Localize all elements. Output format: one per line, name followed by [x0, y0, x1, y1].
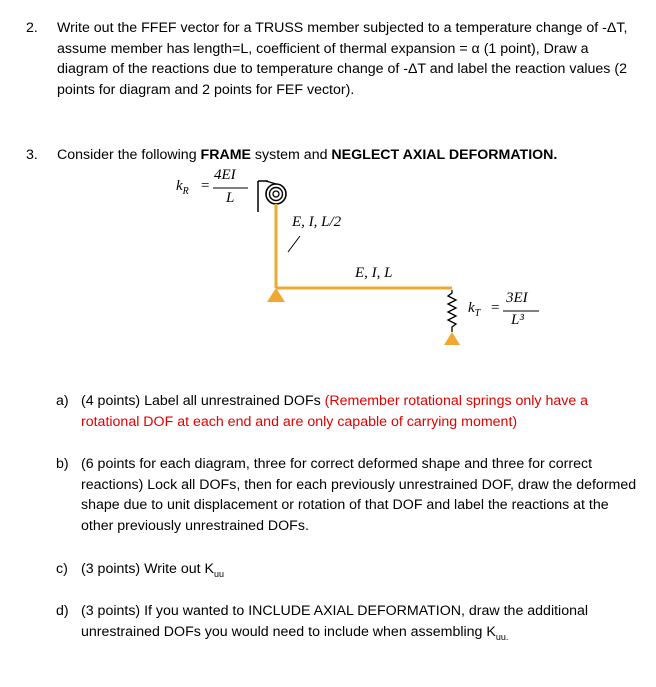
part-d-line-2: unrestrained DOFs you would need to include when assembling $K_{uu.}$ — [81, 623, 509, 642]
part-c-text: (3 points) Write out $K_{uu}$ — [81, 561, 225, 579]
part-c-letter: c) — [56, 561, 68, 577]
part-a-letter: a) — [56, 393, 69, 409]
kr-symbol: $k_R$ — [176, 178, 189, 197]
pin-support-right-icon — [444, 332, 460, 345]
rotational-spring-icon — [266, 181, 286, 204]
translational-spring-icon — [448, 290, 456, 332]
column-label-pointer — [288, 236, 300, 252]
column-label: E, I, L/2 — [292, 214, 342, 230]
part-b-line-3: shape due to unit displacement or rotation of that DOF and label the reactions at the — [81, 497, 609, 513]
kt-numerator: 3EI — [506, 290, 528, 306]
part-a-line-1: (4 points) Label all unrestrained DOFs (Remember rotational springs only have a — [81, 393, 589, 409]
part-b-line-2: reactions) Lock all DOFs, then for each previously unrestrained DOF, draw the deformed — [81, 476, 637, 493]
q2-line-4: points for diagram and 2 points for FEF vector). — [57, 81, 355, 98]
q3-intro-frame: FRAME — [200, 147, 251, 163]
part-a-line-2: rotational DOF at each end and are only capable of carrying moment) — [81, 413, 518, 430]
part-b-line-1: (6 points for each diagram, three for correct deformed shape and three for correct — [81, 456, 593, 472]
part-d-letter: d) — [56, 603, 69, 619]
q2-number: 2. — [26, 20, 38, 36]
kr-denominator: L — [226, 190, 235, 206]
q3-number: 3. — [26, 147, 38, 163]
part-b-line-4: other previously unrestrained DOFs. — [81, 517, 309, 534]
beam-label: E, I, L — [355, 265, 393, 281]
q3-intro-pre: Consider the following — [57, 147, 201, 163]
pin-support-left-icon — [267, 288, 285, 302]
kr-equals: = — [201, 178, 210, 194]
part-b-letter: b) — [56, 456, 69, 472]
kr-numerator: 4EI — [214, 167, 236, 183]
q2-line-1: Write out the FFEF vector for a TRUSS member subjected to a temperature change of -ΔT, — [57, 20, 628, 36]
part-d-line-1: (3 points) If you wanted to INCLUDE AXIAL DEFORMATION, draw the additional — [81, 603, 589, 619]
q2-line-3: diagram of the reactions due to temperature change of -ΔT and label the reaction values (2 — [57, 61, 627, 77]
kt-denominator: L³ — [511, 312, 524, 328]
q2-line-2: assume member has length=L, coefficient of thermal expansion = α (1 point), Draw a — [57, 40, 589, 57]
q3-intro-neglect: NEGLECT AXIAL DEFORMATION. — [331, 147, 558, 163]
kt-symbol: $k_T$ — [468, 300, 481, 319]
q3-intro-mid: system and — [250, 147, 332, 163]
part-a-red-1: (Remember rotational springs only have a — [324, 393, 589, 409]
kt-equals: = — [491, 300, 500, 316]
